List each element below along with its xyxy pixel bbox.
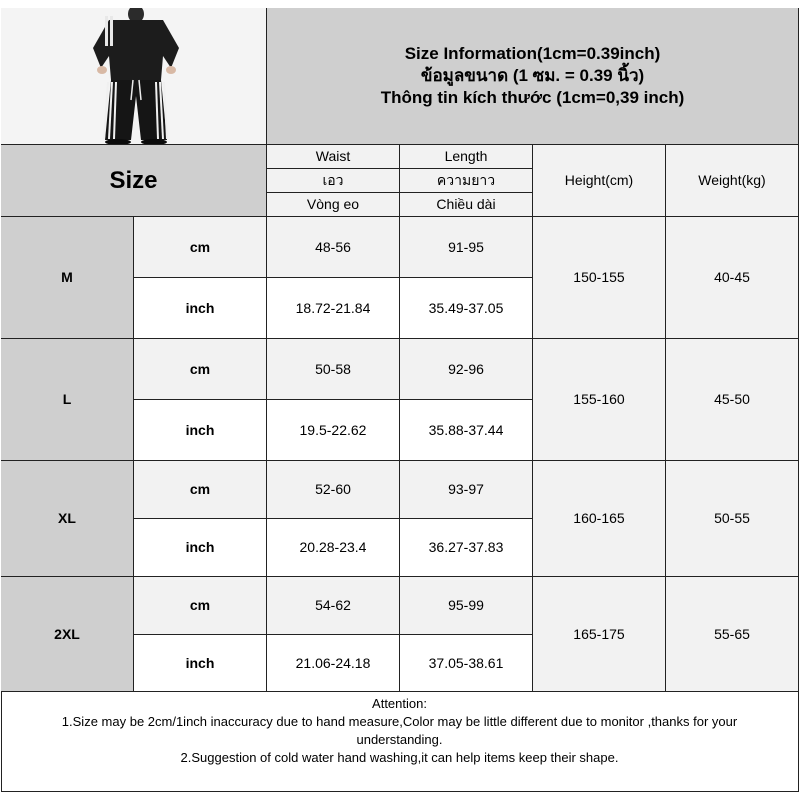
height-value: 160-165 xyxy=(533,461,666,577)
unit-label-cm: cm xyxy=(134,339,267,400)
unit-label-cm: cm xyxy=(134,461,267,519)
waist-header-th: เอว xyxy=(267,169,400,193)
length-inch-value: 37.05-38.61 xyxy=(400,635,533,692)
unit-label-cm: cm xyxy=(134,217,267,278)
weight-header: Weight(kg) xyxy=(666,145,799,217)
waist-inch-value: 18.72-21.84 xyxy=(267,278,400,339)
waist-header-vi: Vòng eo xyxy=(267,193,400,217)
attention-notes xyxy=(1,692,799,792)
size-info-title xyxy=(267,8,799,145)
size-label: L xyxy=(1,339,134,461)
size-header: Size xyxy=(1,145,267,217)
weight-value: 45-50 xyxy=(666,339,799,461)
weight-value: 50-55 xyxy=(666,461,799,577)
height-value: 165-175 xyxy=(533,577,666,692)
unit-label-cm: cm xyxy=(134,577,267,635)
height-value: 150-155 xyxy=(533,217,666,339)
waist-inch-value: 19.5-22.62 xyxy=(267,400,400,461)
unit-label-inch: inch xyxy=(134,519,267,577)
waist-cm-value: 50-58 xyxy=(267,339,400,400)
size-label: XL xyxy=(1,461,134,577)
unit-label-inch: inch xyxy=(134,400,267,461)
waist-inch-value: 21.06-24.18 xyxy=(267,635,400,692)
length-inch-value: 36.27-37.83 xyxy=(400,519,533,577)
height-value: 155-160 xyxy=(533,339,666,461)
attention-heading: Attention: xyxy=(372,696,427,711)
weight-value: 55-65 xyxy=(666,577,799,692)
waist-inch-value: 20.28-23.4 xyxy=(267,519,400,577)
note-line-1: 1.Size may be 2cm/1inch inaccuracy due to hand measure,Color may be little different due to monitor ,thanks for your xyxy=(61,714,738,729)
size-chart xyxy=(1,8,799,792)
title-english: Size Information(1cm=0.39inch) xyxy=(404,43,661,63)
height-header: Height(cm) xyxy=(533,145,666,217)
waist-header-en: Waist xyxy=(267,145,400,169)
model-illustration xyxy=(1,8,267,145)
length-cm-value: 91-95 xyxy=(400,217,533,278)
size-label: M xyxy=(1,217,134,339)
unit-label-inch: inch xyxy=(134,635,267,692)
size-label: 2XL xyxy=(1,577,134,692)
length-cm-value: 92-96 xyxy=(400,339,533,400)
note-line-1-continued: understanding. xyxy=(356,732,443,747)
length-inch-value: 35.88-37.44 xyxy=(400,400,533,461)
note-line-2: 2.Suggestion of cold water hand washing,it can help items keep their shape. xyxy=(180,750,619,765)
waist-cm-value: 54-62 xyxy=(267,577,400,635)
length-header-en: Length xyxy=(400,145,533,169)
unit-label-inch: inch xyxy=(134,278,267,339)
waist-cm-value: 52-60 xyxy=(267,461,400,519)
waist-cm-value: 48-56 xyxy=(267,217,400,278)
title-thai: ข้อมูลขนาด (1 ซม. = 0.39 นิ้ว) xyxy=(420,65,645,85)
product-photo xyxy=(1,8,267,145)
length-header-vi: Chiều dài xyxy=(400,193,533,217)
length-inch-value: 35.49-37.05 xyxy=(400,278,533,339)
title-vietnamese: Thông tin kích thước (1cm=0,39 inch) xyxy=(380,88,685,108)
length-header-th: ความยาว xyxy=(400,169,533,193)
length-cm-value: 93-97 xyxy=(400,461,533,519)
length-cm-value: 95-99 xyxy=(400,577,533,635)
weight-value: 40-45 xyxy=(666,217,799,339)
